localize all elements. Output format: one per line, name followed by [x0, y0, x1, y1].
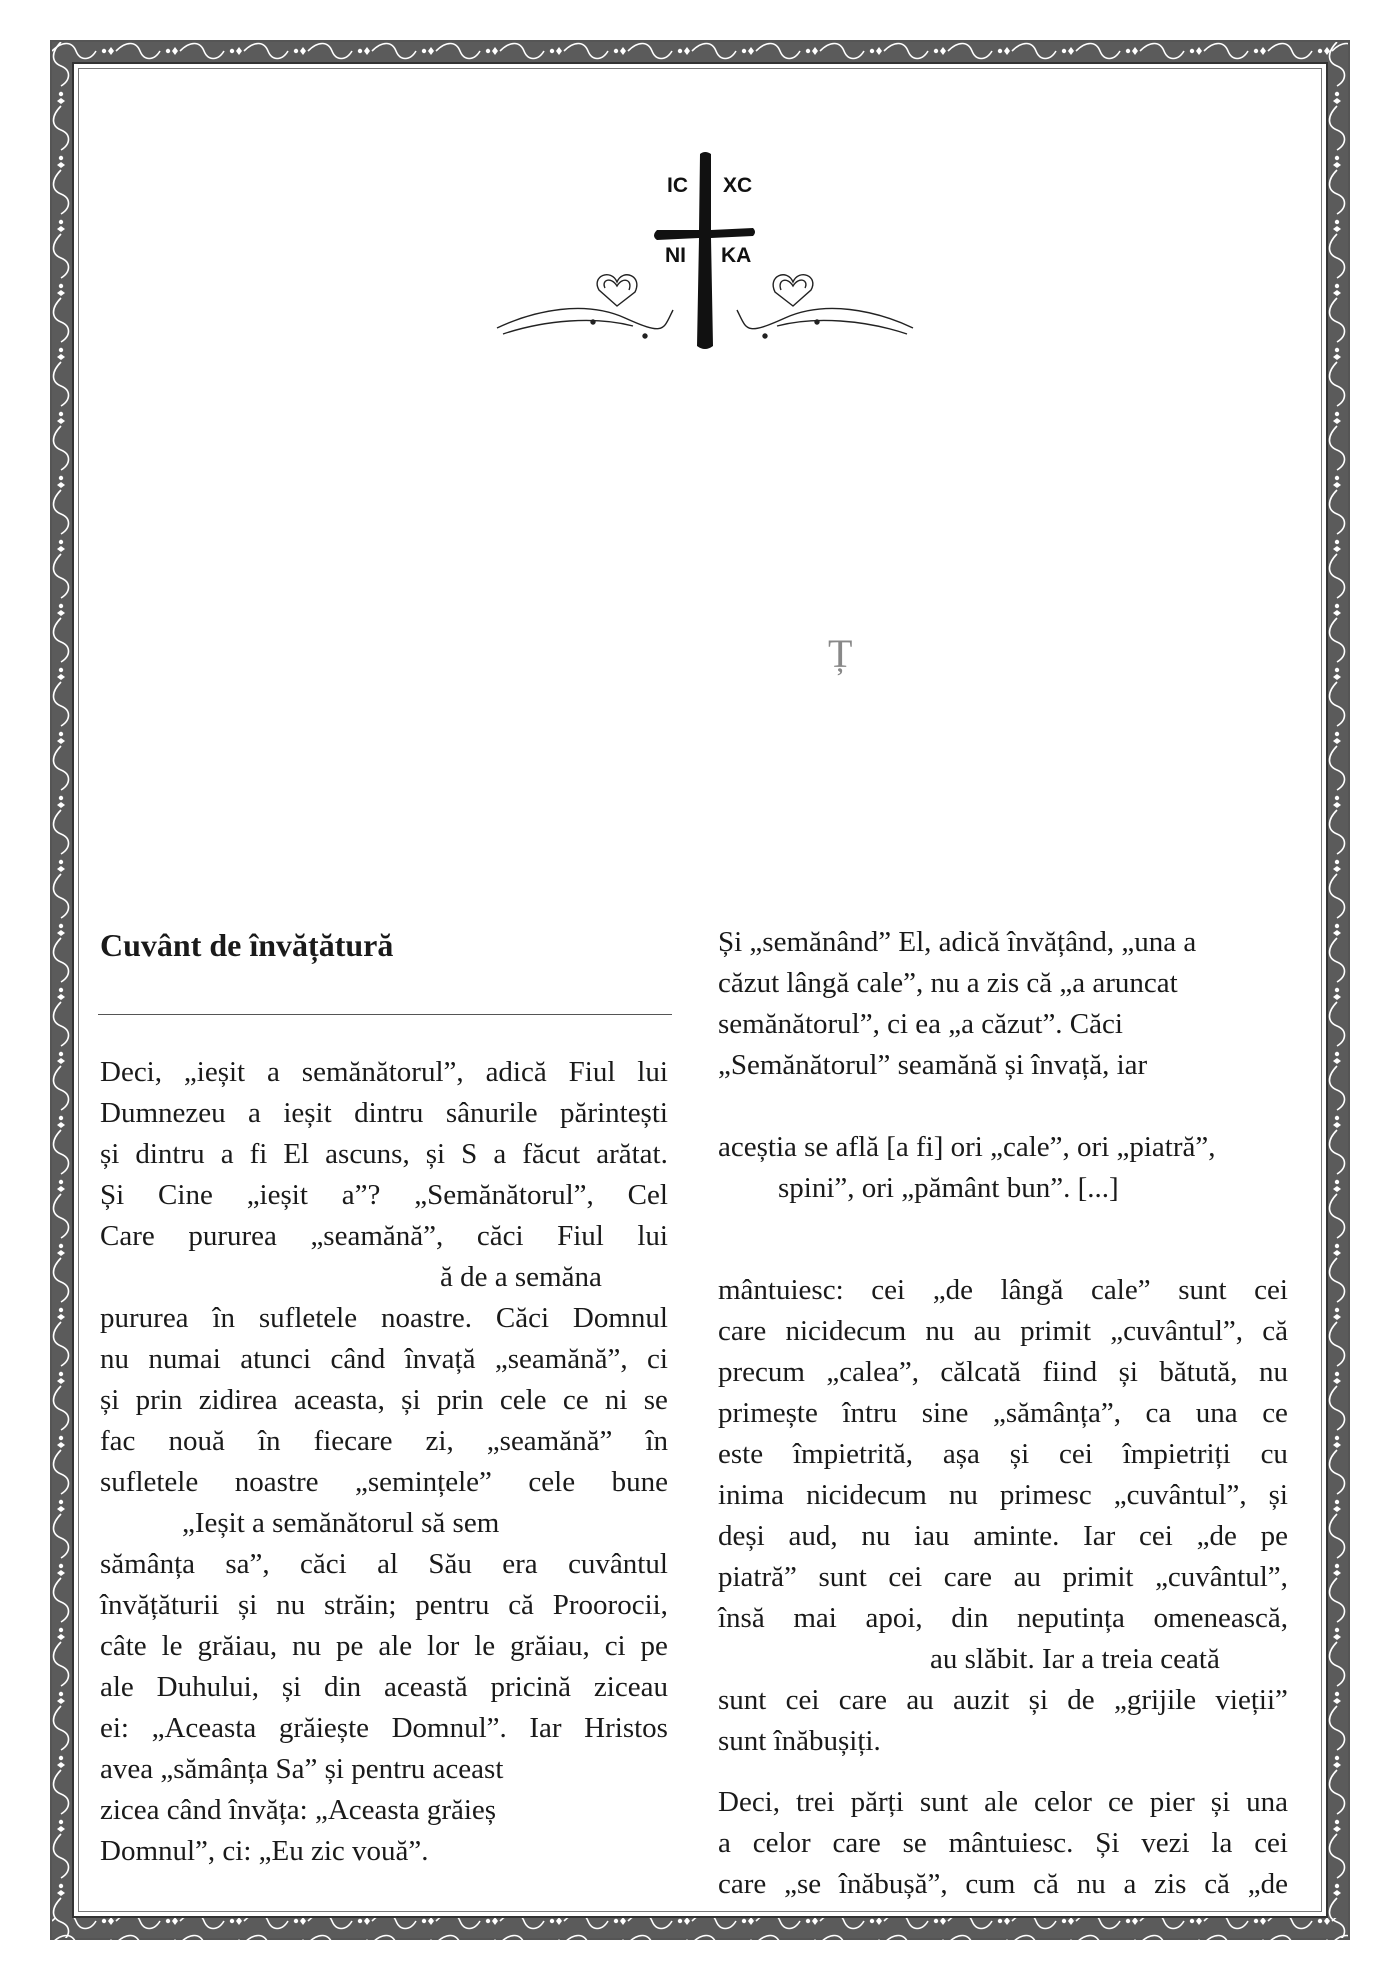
word: Iar: [529, 1712, 562, 1744]
word: arătat.: [596, 1138, 668, 1170]
text-line: [718, 1598, 1288, 1639]
word: lui: [637, 1220, 668, 1252]
word: pe: [336, 1630, 364, 1662]
word: „Aceasta: [151, 1712, 257, 1744]
text-line: „Semănătorul” seamănă și învață, iar: [718, 1049, 1148, 1081]
word: și: [1118, 1356, 1138, 1388]
word: a: [493, 1138, 507, 1170]
right-column-block-3: [718, 1270, 1288, 1762]
text-line: aceștia se află [a fi] ori „cale”, ori „piatră”,: [718, 1131, 1216, 1163]
text-line: Și „semănând” El, adică învățând, „una a: [718, 926, 1197, 958]
word: pe: [1260, 1520, 1288, 1552]
word: învață: [404, 1343, 476, 1375]
word: grăiau,: [510, 1630, 590, 1662]
word: ce: [1262, 1397, 1288, 1429]
word: din: [951, 1602, 989, 1634]
word: și: [1210, 1786, 1231, 1818]
text-line: [100, 1052, 668, 1093]
word: a: [248, 1097, 261, 1129]
word: și: [425, 1138, 446, 1170]
word: zi,: [425, 1425, 454, 1457]
word: nu: [292, 1630, 322, 1662]
text-line: [718, 1864, 1288, 1905]
word: părintești: [560, 1097, 668, 1129]
text-line: [100, 1134, 668, 1175]
word: apoi,: [865, 1602, 923, 1634]
word: „semințele”: [355, 1466, 492, 1498]
word: ei:: [100, 1712, 129, 1744]
word: „grijile: [1113, 1684, 1197, 1716]
word: le: [161, 1630, 183, 1662]
word: ce: [562, 1384, 589, 1416]
word: pururea: [188, 1220, 277, 1252]
text-line: [100, 1462, 668, 1503]
word: învățăturii: [100, 1589, 220, 1621]
text-line: [718, 1823, 1288, 1864]
word: „ieșit: [183, 1056, 246, 1088]
word: că: [1204, 1868, 1230, 1900]
word: a: [718, 1827, 731, 1859]
text-line: [718, 1434, 1288, 1475]
word: ziceau: [593, 1671, 668, 1703]
word: aud,: [788, 1520, 838, 1552]
word: cele: [499, 1384, 547, 1416]
word: nu: [861, 1520, 891, 1552]
word: nu: [1076, 1868, 1106, 1900]
word: sufletele: [258, 1302, 358, 1334]
text-line: căzut lângă cale”, nu a zis că „a aruncat: [718, 967, 1178, 999]
word: ieșit: [283, 1097, 332, 1129]
word: înăbușă”,: [838, 1868, 948, 1900]
text-line: [100, 1585, 668, 1626]
word: cei: [1254, 1827, 1288, 1859]
word: trei: [796, 1786, 835, 1818]
word: neputința: [1016, 1602, 1125, 1634]
word: ale: [378, 1630, 413, 1662]
word: părți: [850, 1786, 904, 1818]
word: și: [1009, 1438, 1030, 1470]
word: precum: [718, 1356, 805, 1388]
word: în: [212, 1302, 235, 1334]
word: „cuvântul”,: [1110, 1315, 1244, 1347]
word: inima: [718, 1479, 785, 1511]
word: vezi: [1141, 1827, 1190, 1859]
word: cele: [528, 1466, 576, 1498]
text-line: sunt înăbușiți.: [718, 1725, 881, 1757]
word: care: [832, 1827, 881, 1859]
word: Său: [428, 1548, 472, 1580]
text-line: [718, 1311, 1288, 1352]
text-line: [100, 1093, 668, 1134]
word: deși: [718, 1520, 765, 1552]
word: vieții”: [1215, 1684, 1288, 1716]
word: străin;: [323, 1589, 397, 1621]
word: Domnul: [572, 1302, 668, 1334]
word: „seamănă”,: [494, 1343, 628, 1375]
emblem-ic: IC: [667, 174, 688, 197]
word: celor: [752, 1827, 811, 1859]
word: primește: [718, 1397, 818, 1429]
word: grăiau,: [197, 1630, 278, 1662]
word: așa: [942, 1438, 980, 1470]
word: „cuvântul”,: [1113, 1479, 1247, 1511]
word: în: [257, 1425, 281, 1457]
text-line: [100, 1544, 668, 1585]
word: primit: [1020, 1315, 1092, 1347]
word: „seamănă”: [486, 1425, 613, 1457]
word: dintru: [135, 1138, 205, 1170]
word: nicidecum: [785, 1315, 907, 1347]
word: grăiește: [278, 1712, 370, 1744]
word: și: [238, 1589, 258, 1621]
word: nu: [1258, 1356, 1288, 1388]
word: „sămânța”,: [992, 1397, 1121, 1429]
word: noastre: [234, 1466, 319, 1498]
cross-emblem-icon: [495, 150, 915, 360]
text-line: [100, 1380, 668, 1421]
word: care: [718, 1315, 767, 1347]
word: numai: [148, 1343, 221, 1375]
text-line: [100, 1339, 668, 1380]
word: primesc: [999, 1479, 1092, 1511]
text-line: [100, 1175, 668, 1216]
word: prin: [436, 1384, 484, 1416]
text-line: [718, 1475, 1288, 1516]
word: a: [1123, 1868, 1137, 1900]
word: fiind: [1042, 1356, 1098, 1388]
word: bune: [611, 1466, 668, 1498]
word: cei: [785, 1684, 820, 1716]
word: câte: [100, 1630, 147, 1662]
word: pe: [640, 1630, 668, 1662]
word: una: [1195, 1397, 1238, 1429]
emblem-xc: XC: [723, 174, 753, 197]
word: Dumnezeu: [100, 1097, 226, 1129]
word: însă: [718, 1602, 765, 1634]
word: dintru: [354, 1097, 424, 1129]
word: și: [281, 1671, 302, 1703]
word: prin: [135, 1384, 183, 1416]
emblem-ni: NI: [665, 244, 686, 267]
word: Cine: [158, 1179, 213, 1211]
text-line: [100, 1298, 668, 1339]
word: „se: [784, 1868, 822, 1900]
word: care: [943, 1561, 993, 1593]
word: fiecare: [313, 1425, 393, 1457]
word: zis: [1154, 1868, 1187, 1900]
word: Cel: [627, 1179, 668, 1211]
text-line: semănătorul”, ci ea „a căzut”. Căci: [718, 1008, 1123, 1040]
right-column-block-2: [718, 1127, 1288, 1209]
right-flourish-icon: [737, 275, 913, 338]
word: ci: [647, 1343, 668, 1375]
word: „seamănă”,: [310, 1220, 444, 1252]
word: nu: [100, 1343, 129, 1375]
word: primit: [1062, 1561, 1134, 1593]
word: Domnul”.: [391, 1712, 507, 1744]
word: ascuns,: [325, 1138, 410, 1170]
text-line: au slăbit. Iar a treia ceată: [930, 1643, 1220, 1675]
word: lângă: [1000, 1274, 1064, 1306]
word: sunt: [818, 1561, 867, 1593]
text-line: avea „sămânța Sa” și pentru aceast: [100, 1753, 504, 1785]
text-line: [718, 1680, 1288, 1721]
word: că: [508, 1589, 534, 1621]
text-line: „Ieșit a semănătorul să sem: [182, 1507, 500, 1539]
text-line: [718, 1557, 1288, 1598]
word: cei: [1254, 1274, 1288, 1306]
left-flourish-icon: [497, 275, 673, 338]
word: al: [377, 1548, 399, 1580]
word: au: [906, 1684, 934, 1716]
word: „de: [1196, 1520, 1237, 1552]
word: Hristos: [584, 1712, 668, 1744]
word: „cuvântul”,: [1155, 1561, 1288, 1593]
word: Proorocii,: [552, 1589, 668, 1621]
word: pentru: [415, 1589, 490, 1621]
word: Și: [1095, 1827, 1120, 1859]
word: cale”: [1091, 1274, 1151, 1306]
word: pricină: [490, 1671, 572, 1703]
word: ni: [604, 1384, 628, 1416]
word: călcată: [940, 1356, 1021, 1388]
word: Căci: [495, 1302, 550, 1334]
text-line: [718, 1782, 1288, 1823]
word: a: [267, 1056, 280, 1088]
text-line: [100, 1708, 668, 1749]
word: adică: [485, 1056, 547, 1088]
word: cei: [888, 1561, 923, 1593]
word: ci: [604, 1630, 626, 1662]
section-title: Cuvânt de învățătură: [100, 927, 394, 963]
word: că: [1033, 1868, 1059, 1900]
word: mai: [793, 1602, 837, 1634]
word: iau: [914, 1520, 950, 1552]
word: sunt: [919, 1786, 969, 1818]
word: S: [461, 1138, 478, 1170]
text-line: [718, 1352, 1288, 1393]
word: nu: [948, 1479, 978, 1511]
word: această: [383, 1671, 468, 1703]
word: aceasta,: [293, 1384, 385, 1416]
word: „ieșit: [246, 1179, 308, 1211]
text-line: [100, 1216, 668, 1257]
word: căci: [300, 1548, 347, 1580]
word: cum: [965, 1868, 1016, 1900]
word: și: [100, 1384, 120, 1416]
word: sunt: [1178, 1274, 1227, 1306]
word: cuvântul: [568, 1548, 668, 1580]
word: era: [502, 1548, 538, 1580]
text-line: Domnul”, ci: „Eu zic vouă”.: [100, 1835, 429, 1867]
word: căci: [476, 1220, 524, 1252]
word: cei: [1139, 1520, 1173, 1552]
text-line: [100, 1421, 668, 1462]
word: Duhului,: [156, 1671, 259, 1703]
word: „de: [932, 1274, 973, 1306]
word: Care: [100, 1220, 155, 1252]
word: se: [643, 1384, 668, 1416]
word: împietriți: [1122, 1438, 1231, 1470]
word: în: [645, 1425, 668, 1457]
word: sine: [921, 1397, 969, 1429]
word: zidirea: [198, 1384, 278, 1416]
word: atunci: [240, 1343, 312, 1375]
word: Fiul: [557, 1220, 604, 1252]
word: cei: [1059, 1438, 1093, 1470]
word: Fiul: [568, 1056, 616, 1088]
text-line: [100, 1626, 668, 1667]
word: fac: [100, 1425, 136, 1457]
word: ca: [1145, 1397, 1172, 1429]
text-line: [718, 1270, 1288, 1311]
section-title-box: [100, 920, 672, 970]
text-line: zicea când învăța: „Aceasta grăieș: [100, 1794, 497, 1826]
word: sânurile: [445, 1097, 538, 1129]
word: nu: [276, 1589, 306, 1621]
word: sufletele: [100, 1466, 199, 1498]
word: cei: [871, 1274, 906, 1306]
word: noastre.: [380, 1302, 472, 1334]
word: ale: [984, 1786, 1018, 1818]
word: din: [324, 1671, 362, 1703]
word: lui: [637, 1056, 668, 1088]
right-column-block-1: [718, 922, 1288, 1086]
word: și: [1268, 1479, 1288, 1511]
word: care: [718, 1868, 767, 1900]
word: Deci,: [718, 1786, 780, 1818]
word: aminte.: [973, 1520, 1060, 1552]
word: celor: [1033, 1786, 1092, 1818]
word: este: [718, 1438, 764, 1470]
word: „Semănătorul”,: [414, 1179, 594, 1211]
word: împietrită,: [792, 1438, 913, 1470]
text-line: [718, 1516, 1288, 1557]
word: Iar: [1083, 1520, 1116, 1552]
word: se: [902, 1827, 927, 1859]
emblem-ka: KA: [721, 244, 752, 267]
word: pier: [1149, 1786, 1195, 1818]
word: au: [973, 1315, 1001, 1347]
word: auzit: [953, 1684, 1010, 1716]
word: semănătorul”,: [301, 1056, 464, 1088]
left-column-text: [100, 1052, 668, 1872]
word: piatră”: [718, 1561, 797, 1593]
text-line: ă de a semăna: [440, 1261, 602, 1293]
word: pururea: [100, 1302, 189, 1334]
word: sa”,: [225, 1548, 270, 1580]
word: El: [283, 1138, 310, 1170]
word: ce: [1107, 1786, 1134, 1818]
word: a: [220, 1138, 234, 1170]
word: sunt: [718, 1684, 767, 1716]
text-line: spini”, ori „pământ bun”. [...]: [778, 1172, 1119, 1204]
word: care: [838, 1684, 888, 1716]
word: și: [401, 1384, 421, 1416]
word: făcut: [522, 1138, 581, 1170]
word: când: [330, 1343, 386, 1375]
text-line: [100, 1667, 668, 1708]
word: au: [1013, 1561, 1042, 1593]
word: și: [1028, 1684, 1048, 1716]
word: fi: [249, 1138, 268, 1170]
word: și: [100, 1138, 120, 1170]
word: bătută,: [1159, 1356, 1238, 1388]
word: cu: [1260, 1438, 1288, 1470]
right-column-block-4: [718, 1782, 1288, 1905]
word: că: [1262, 1315, 1288, 1347]
word: una: [1246, 1786, 1288, 1818]
word: nouă: [168, 1425, 225, 1457]
text-line: [718, 1393, 1288, 1434]
word: omenească,: [1153, 1602, 1288, 1634]
word: Deci,: [100, 1056, 162, 1088]
stray-glyph: Ț: [828, 631, 853, 676]
word: nu: [925, 1315, 955, 1347]
word: sămânța: [100, 1548, 196, 1580]
word: de: [1067, 1684, 1095, 1716]
word: mântuiesc.: [948, 1827, 1074, 1859]
word: ale: [100, 1671, 134, 1703]
word: „de: [1247, 1868, 1288, 1900]
title-divider: [98, 1014, 672, 1015]
word: mântuiesc:: [718, 1274, 844, 1306]
word: nicidecum: [806, 1479, 927, 1511]
word: le: [474, 1630, 496, 1662]
word: Și: [100, 1179, 125, 1211]
word: lor: [427, 1630, 460, 1662]
word: întru: [842, 1397, 898, 1429]
word: „calea”,: [826, 1356, 919, 1388]
word: a”?: [341, 1179, 381, 1211]
word: la: [1211, 1827, 1233, 1859]
